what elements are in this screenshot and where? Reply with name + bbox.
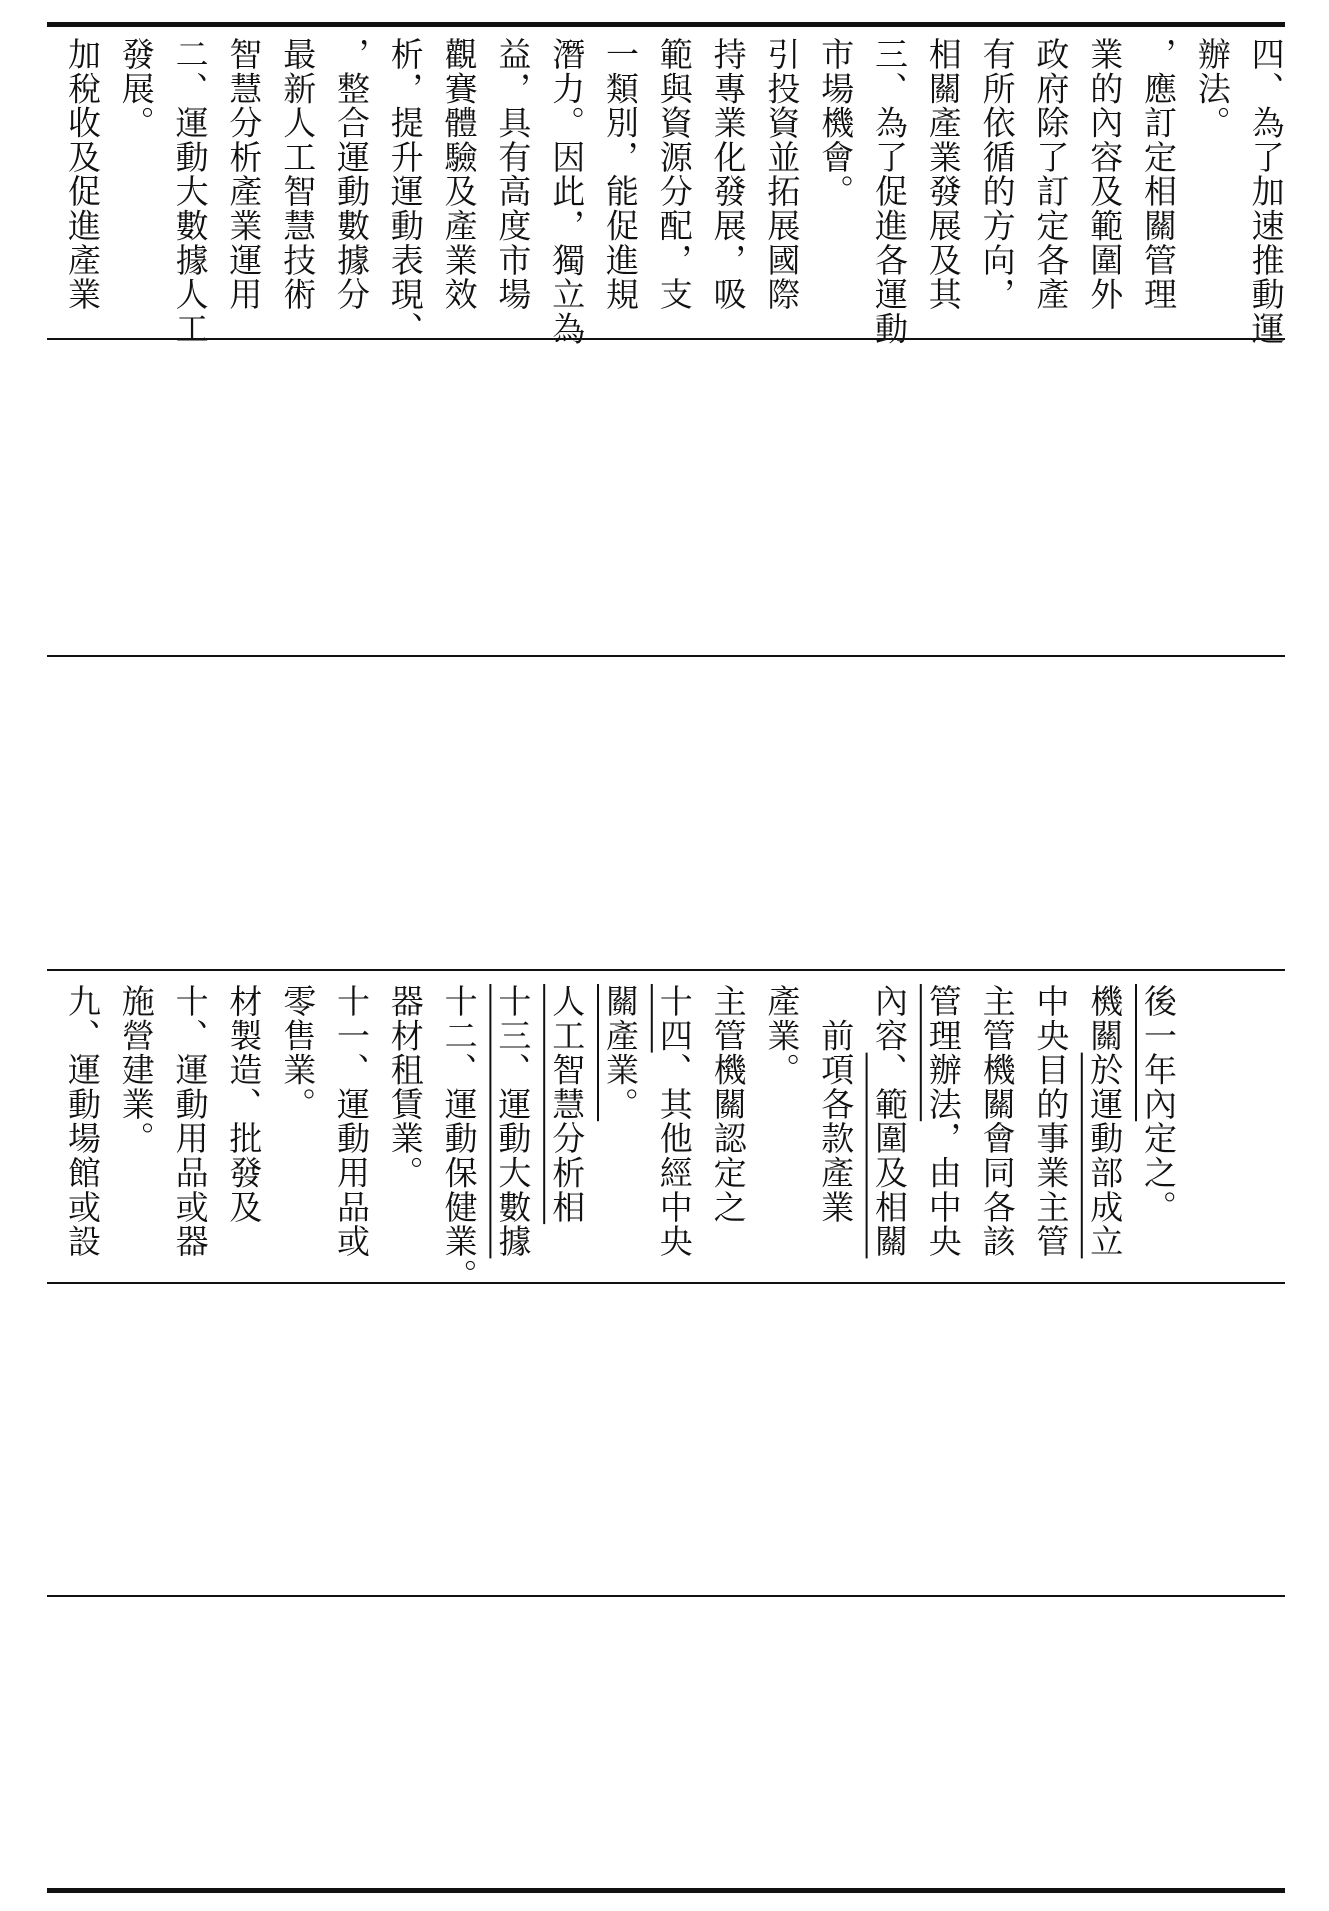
text-column <box>923 984 963 1258</box>
text-column <box>331 37 371 311</box>
text-segment: 觀賽體驗及產業效 <box>439 37 479 312</box>
text-segment: 析，提升運動表現、 <box>385 37 425 346</box>
text-segment: 益，具有高度市場 <box>493 37 533 312</box>
text-column <box>170 984 210 1258</box>
text-column <box>923 37 963 311</box>
text-column <box>1030 37 1070 311</box>
text-column <box>170 37 210 346</box>
text-column <box>869 37 909 346</box>
text-column <box>1084 984 1124 1258</box>
text-column <box>1246 37 1286 346</box>
text-segment: 、其他經中央 <box>654 1052 694 1259</box>
text-column <box>654 37 694 311</box>
text-segment: 十二、運動保健業。 <box>439 984 479 1293</box>
text-segment: 最新人工智慧技術 <box>278 37 318 312</box>
text-column <box>385 37 425 346</box>
text-column <box>439 984 479 1293</box>
text-segment: 加稅收及促進產業 <box>63 37 102 312</box>
text-segment: 智慧分析產業運用 <box>224 37 264 312</box>
text-segment: 發展。 <box>116 37 156 140</box>
text-column <box>116 37 156 140</box>
text-column <box>439 37 479 311</box>
text-segment: ，應訂定相關管理 <box>1139 37 1178 312</box>
row-divider <box>47 1282 1285 1284</box>
text-column <box>331 984 371 1258</box>
text-segment: 四、為了加速推動運 <box>1246 37 1286 346</box>
row-divider <box>47 655 1285 657</box>
text-segment: 範與資源分配，支 <box>654 37 694 312</box>
underlined-text: 關產業。 <box>601 984 640 1122</box>
text-segment: 九、運動場館或設 <box>63 984 102 1259</box>
text-segment: 引投資並拓展國際 <box>762 37 802 312</box>
text-segment: ，由中央 <box>923 1121 963 1259</box>
text-segment: 器材租賃業。 <box>385 984 425 1190</box>
text-column <box>277 984 317 1121</box>
row-divider <box>47 969 1285 971</box>
row-divider <box>47 338 1285 340</box>
text-column <box>761 37 801 311</box>
text-column <box>277 37 317 311</box>
text-segment: 二、運動大數據人工 <box>170 37 210 346</box>
underlined-text: 人工智慧分析相 <box>547 984 587 1225</box>
text-segment: 十一、運動用品或 <box>332 984 371 1259</box>
text-segment: 內容 <box>870 984 909 1053</box>
text-segment: 相關產業發展及其 <box>923 37 963 312</box>
text-column <box>62 984 102 1258</box>
text-column <box>708 984 748 1224</box>
underlined-text: 於運動部成立 <box>1085 1052 1125 1259</box>
text-segment: 機關 <box>1085 984 1125 1053</box>
text-column <box>761 984 801 1087</box>
text-column <box>977 37 1017 311</box>
text-segment: 政府除了訂定各產 <box>1031 37 1071 312</box>
top-rule <box>47 22 1285 27</box>
text-segment: 辦法。 <box>1192 37 1232 140</box>
text-column <box>977 984 1017 1258</box>
text-column <box>223 984 263 1224</box>
underlined-text: 後一年內 <box>1139 984 1178 1122</box>
text-segment: 十、運動用品或器 <box>170 984 210 1259</box>
text-segment: 施營建業。 <box>116 984 156 1156</box>
text-column <box>546 37 586 346</box>
text-segment: 主管機關認定之 <box>708 984 748 1225</box>
text-column <box>1084 37 1124 311</box>
text-segment: 前項各款產業 <box>816 984 856 1225</box>
text-segment: 一類別，能促進規 <box>601 37 640 312</box>
text-column <box>385 984 425 1190</box>
text-column <box>815 37 855 209</box>
underlined-text: 十三、運動大數據 <box>493 984 533 1259</box>
text-segment: 產業。 <box>762 984 802 1087</box>
text-segment: 業的內容及範圍外 <box>1085 37 1125 312</box>
text-column <box>869 984 909 1258</box>
text-segment: 持專業化發展，吸 <box>708 37 748 312</box>
underlined-text: 、範圍及相關 <box>870 1052 909 1259</box>
bottom-rule <box>47 1888 1285 1893</box>
text-column <box>708 37 748 311</box>
text-column <box>116 984 156 1156</box>
text-column <box>600 984 640 1121</box>
text-segment: 三、為了促進各運動 <box>870 37 909 346</box>
row-divider <box>47 1595 1285 1597</box>
underlined-text: 管理辦法 <box>923 984 963 1122</box>
text-column <box>1192 37 1232 140</box>
text-segment: 定之。 <box>1139 1121 1178 1225</box>
text-column <box>1030 984 1070 1258</box>
text-segment: 有所依循的方向， <box>977 37 1017 312</box>
text-segment: 中央目的事業主管 <box>1031 984 1071 1259</box>
text-column <box>62 37 102 311</box>
text-column <box>815 984 855 1224</box>
text-segment: 市場機會。 <box>816 37 856 209</box>
underlined-text: 十四 <box>654 984 694 1053</box>
text-column <box>223 37 263 311</box>
text-column <box>1138 37 1178 311</box>
text-column <box>546 984 586 1224</box>
text-column <box>492 984 532 1258</box>
text-segment: 主管機關會同各該 <box>977 984 1017 1259</box>
text-column <box>1138 984 1178 1224</box>
text-column <box>492 37 532 311</box>
text-segment: 零售業。 <box>278 984 318 1122</box>
text-segment: 潛力。因此，獨立為 <box>547 37 587 346</box>
text-column <box>600 37 640 311</box>
text-segment: 材製造、批發及 <box>224 984 264 1225</box>
text-column <box>654 984 694 1258</box>
text-segment: ，整合運動數據分 <box>332 37 371 312</box>
